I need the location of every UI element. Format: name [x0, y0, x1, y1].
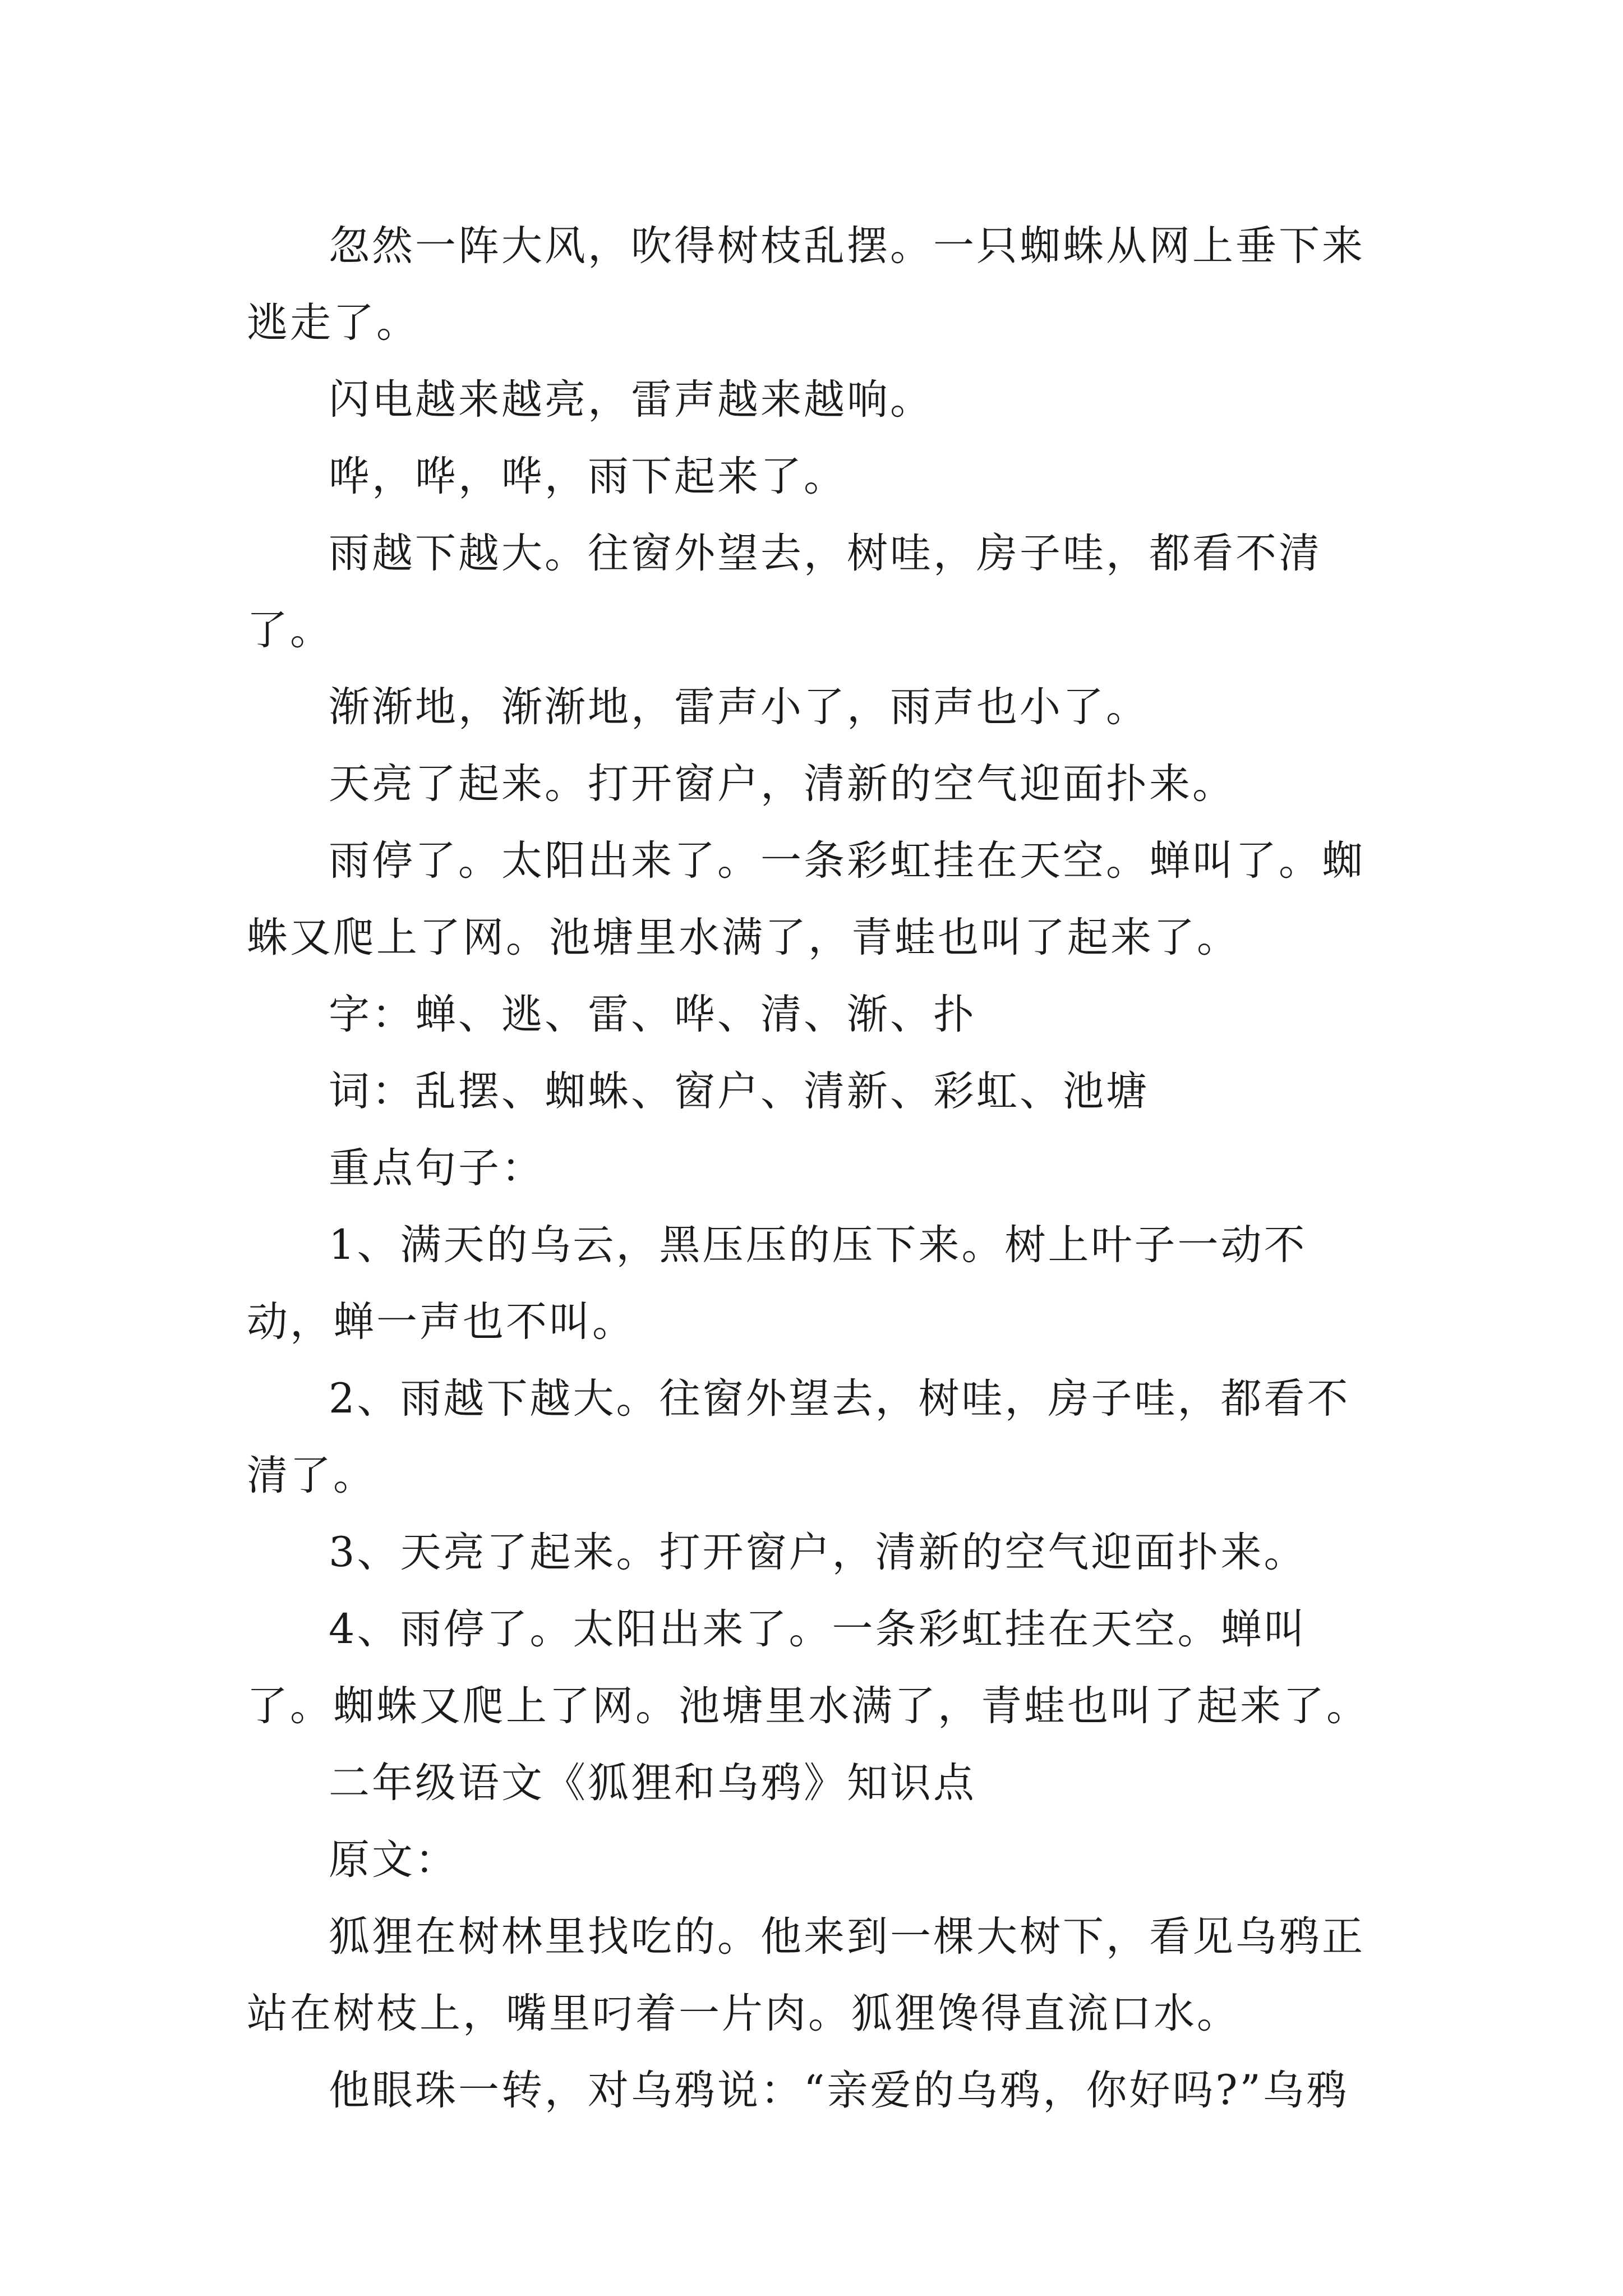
key-sentences-heading: 重点句子： — [329, 1144, 545, 1192]
key-sentence-item: 2、雨越下越大。往窗外望去，树哇，房子哇，都看不清了。 — [247, 1375, 1350, 1499]
paragraph: 他眼珠一转，对乌鸦说：“亲爱的乌鸦，你好吗?”乌鸦 — [329, 2067, 1349, 2114]
key-sentence-item: 1、满天的乌云，黑压压的压下来。树上叶子一动不动，蝉一声也不叫。 — [247, 1221, 1307, 1346]
original-text-label: 原文： — [329, 1836, 458, 1884]
paragraph: 雨越下越大。往窗外望去，树哇，房子哇，都看不清了。 — [247, 530, 1322, 654]
document-body — [247, 208, 1391, 2129]
vocab-characters: 字：蝉、逃、雷、哗、清、渐、扑 — [329, 991, 976, 1038]
paragraph: 雨停了。太阳出来了。一条彩虹挂在天空。蝉叫了。蜘蛛又爬上了网。池塘里水满了，青蛙也叫了起来了。 — [247, 837, 1365, 961]
paragraph: 忽然一阵大风，吹得树枝乱摆。一只蜘蛛从网上垂下来逃走了。 — [247, 222, 1365, 347]
paragraph: 天亮了起来。打开窗户，清新的空气迎面扑来。 — [329, 760, 1235, 808]
vocab-words: 词：乱摆、蜘蛛、窗户、清新、彩虹、池塘 — [329, 1068, 1149, 1115]
key-sentence-item: 3、天亮了起来。打开窗户，清新的空气迎面扑来。 — [329, 1529, 1307, 1576]
paragraph: 闪电越来越亮，雷声越来越响。 — [329, 376, 933, 424]
paragraph: 狐狸在树林里找吃的。他来到一棵大树下，看见乌鸦正站在树枝上，嘴里叼着一片肉。狐狸馋得直流口水。 — [247, 1913, 1365, 2037]
paragraph: 渐渐地，渐渐地，雷声小了，雨声也小了。 — [329, 683, 1149, 731]
paragraph: 哗，哗，哗，雨下起来了。 — [329, 453, 847, 500]
key-sentence-item: 4、雨停了。太阳出来了。一条彩虹挂在天空。蝉叫了。蜘蛛又爬上了网。池塘里水满了，青蛙也叫了起来了。 — [247, 1605, 1370, 1730]
section-title: 二年级语文《狐狸和乌鸦》知识点 — [329, 1759, 976, 1807]
